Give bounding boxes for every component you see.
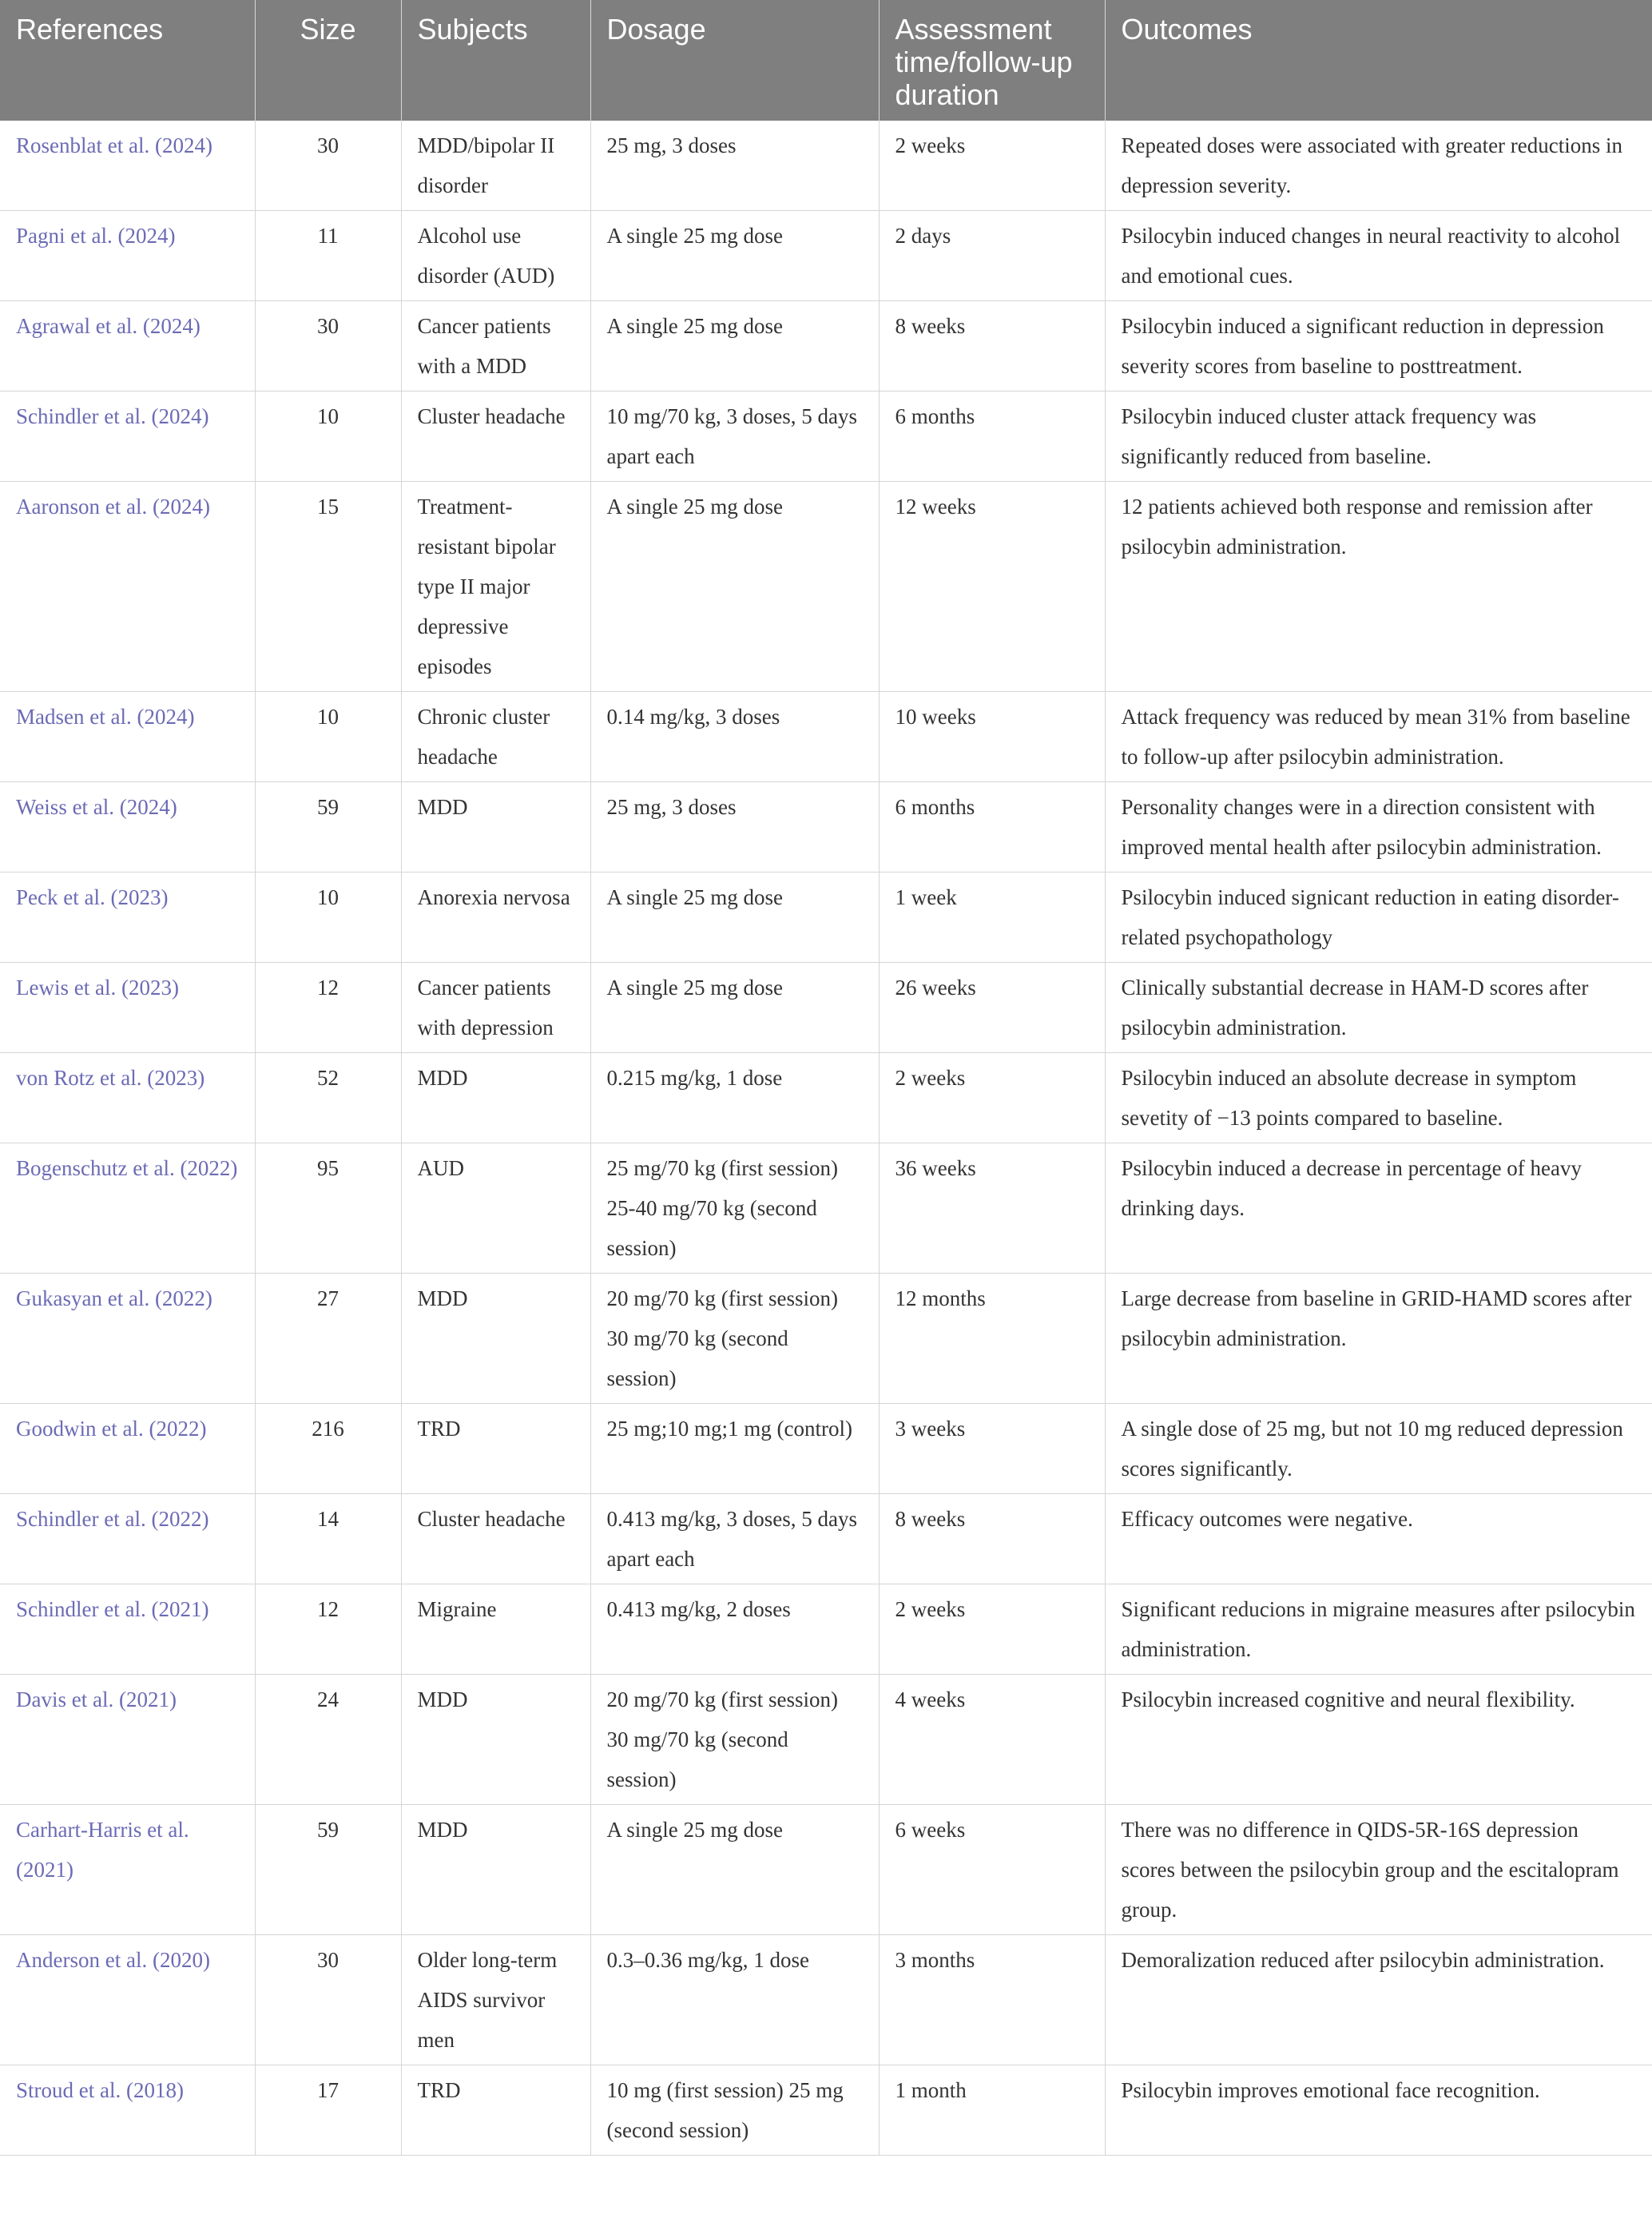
assessment-time-cell: 1 week <box>879 873 1105 963</box>
assessment-time-cell: 1 month <box>879 2065 1105 2156</box>
reference-link[interactable]: Aaronson et al. (2024) <box>0 482 255 692</box>
sample-size: 12 <box>255 1584 401 1675</box>
dosage-cell: 25 mg/70 kg (first session) 25-40 mg/70 kg (second session) <box>590 1143 879 1274</box>
outcomes-cell: Psilocybin induced an absolute decrease in symptom sevetity of −13 points compared to baseline. <box>1105 1053 1652 1143</box>
assessment-time-cell: 6 months <box>879 392 1105 482</box>
outcomes-cell: Psilocybin induced a significant reduction in depression severity scores from baseline to posttreatment. <box>1105 301 1652 392</box>
assessment-time-cell: 2 weeks <box>879 1584 1105 1675</box>
reference-link[interactable]: Bogenschutz et al. (2022) <box>0 1143 255 1274</box>
outcomes-cell: Efficacy outcomes were negative. <box>1105 1494 1652 1584</box>
reference-link[interactable]: Peck et al. (2023) <box>0 873 255 963</box>
subjects-cell: Alcohol use disorder (AUD) <box>401 211 590 301</box>
assessment-time-cell: 6 months <box>879 782 1105 873</box>
header-subjects: Subjects <box>401 0 590 121</box>
sample-size: 10 <box>255 392 401 482</box>
subjects-cell: Treatment-resistant bipolar type II major depressive episodes <box>401 482 590 692</box>
sample-size: 12 <box>255 963 401 1053</box>
dosage-cell: 25 mg, 3 doses <box>590 121 879 211</box>
table-body <box>0 121 1652 2156</box>
assessment-time-cell: 4 weeks <box>879 1675 1105 1805</box>
header-row <box>0 0 1652 121</box>
reference-link[interactable]: Stroud et al. (2018) <box>0 2065 255 2156</box>
sample-size: 95 <box>255 1143 401 1274</box>
reference-link[interactable]: Schindler et al. (2021) <box>0 1584 255 1675</box>
outcomes-cell: 12 patients achieved both response and remission after psilocybin administration. <box>1105 482 1652 692</box>
dosage-cell: 25 mg;10 mg;1 mg (control) <box>590 1404 879 1494</box>
table-row <box>0 1935 1652 2065</box>
sample-size: 10 <box>255 692 401 782</box>
reference-link[interactable]: Goodwin et al. (2022) <box>0 1404 255 1494</box>
outcomes-cell: Significant reducions in migraine measures after psilocybin administration. <box>1105 1584 1652 1675</box>
subjects-cell: MDD <box>401 1805 590 1935</box>
sample-size: 11 <box>255 211 401 301</box>
table-row <box>0 482 1652 692</box>
table-row <box>0 301 1652 392</box>
subjects-cell: Cluster headache <box>401 1494 590 1584</box>
dosage-cell: A single 25 mg dose <box>590 301 879 392</box>
outcomes-cell: Psilocybin increased cognitive and neural flexibility. <box>1105 1675 1652 1805</box>
dosage-cell: A single 25 mg dose <box>590 1805 879 1935</box>
table-row <box>0 1675 1652 1805</box>
dosage-cell: A single 25 mg dose <box>590 211 879 301</box>
table-row <box>0 1053 1652 1143</box>
assessment-time-cell: 2 weeks <box>879 1053 1105 1143</box>
dosage-cell: 0.413 mg/kg, 3 doses, 5 days apart each <box>590 1494 879 1584</box>
sample-size: 10 <box>255 873 401 963</box>
table-row <box>0 1584 1652 1675</box>
assessment-time-cell: 3 weeks <box>879 1404 1105 1494</box>
dosage-cell: 20 mg/70 kg (first session) 30 mg/70 kg (second session) <box>590 1675 879 1805</box>
subjects-cell: Migraine <box>401 1584 590 1675</box>
dosage-cell: A single 25 mg dose <box>590 873 879 963</box>
subjects-cell: Anorexia nervosa <box>401 873 590 963</box>
reference-link[interactable]: Lewis et al. (2023) <box>0 963 255 1053</box>
outcomes-cell: Attack frequency was reduced by mean 31% from baseline to follow-up after psilocybin administration. <box>1105 692 1652 782</box>
reference-link[interactable]: Agrawal et al. (2024) <box>0 301 255 392</box>
dosage-cell: 10 mg/70 kg, 3 doses, 5 days apart each <box>590 392 879 482</box>
reference-link[interactable]: Gukasyan et al. (2022) <box>0 1274 255 1404</box>
dosage-cell: A single 25 mg dose <box>590 482 879 692</box>
dosage-cell: A single 25 mg dose <box>590 963 879 1053</box>
subjects-cell: MDD <box>401 1675 590 1805</box>
sample-size: 17 <box>255 2065 401 2156</box>
header-outcomes: Outcomes <box>1105 0 1652 121</box>
outcomes-cell: Psilocybin induced cluster attack frequency was significantly reduced from baseline. <box>1105 392 1652 482</box>
dosage-cell: 0.14 mg/kg, 3 doses <box>590 692 879 782</box>
table-row <box>0 1805 1652 1935</box>
sample-size: 52 <box>255 1053 401 1143</box>
outcomes-cell: There was no difference in QIDS-5R-16S depression scores between the psilocybin group and the escitalopram group. <box>1105 1805 1652 1935</box>
outcomes-cell: Demoralization reduced after psilocybin administration. <box>1105 1935 1652 2065</box>
subjects-cell: AUD <box>401 1143 590 1274</box>
reference-link[interactable]: Rosenblat et al. (2024) <box>0 121 255 211</box>
sample-size: 59 <box>255 1805 401 1935</box>
reference-link[interactable]: Pagni et al. (2024) <box>0 211 255 301</box>
reference-link[interactable]: Weiss et al. (2024) <box>0 782 255 873</box>
sample-size: 14 <box>255 1494 401 1584</box>
table-row <box>0 1143 1652 1274</box>
outcomes-cell: Psilocybin induced a decrease in percentage of heavy drinking days. <box>1105 1143 1652 1274</box>
dosage-cell: 25 mg, 3 doses <box>590 782 879 873</box>
sample-size: 15 <box>255 482 401 692</box>
sample-size: 30 <box>255 301 401 392</box>
assessment-time-cell: 2 days <box>879 211 1105 301</box>
sample-size: 24 <box>255 1675 401 1805</box>
outcomes-cell: Clinically substantial decrease in HAM-D scores after psilocybin administration. <box>1105 963 1652 1053</box>
sample-size: 30 <box>255 1935 401 2065</box>
subjects-cell: MDD <box>401 782 590 873</box>
subjects-cell: MDD <box>401 1053 590 1143</box>
dosage-cell: 10 mg (first session) 25 mg (second session) <box>590 2065 879 2156</box>
reference-link[interactable]: Schindler et al. (2022) <box>0 1494 255 1584</box>
reference-link[interactable]: Carhart-Harris et al. (2021) <box>0 1805 255 1935</box>
table-row <box>0 1494 1652 1584</box>
header-size: Size <box>255 0 401 121</box>
outcomes-cell: Repeated doses were associated with greater reductions in depression severity. <box>1105 121 1652 211</box>
table-row <box>0 392 1652 482</box>
reference-link[interactable]: von Rotz et al. (2023) <box>0 1053 255 1143</box>
assessment-time-cell: 10 weeks <box>879 692 1105 782</box>
subjects-cell: MDD/bipolar II disorder <box>401 121 590 211</box>
sample-size: 216 <box>255 1404 401 1494</box>
reference-link[interactable]: Madsen et al. (2024) <box>0 692 255 782</box>
reference-link[interactable]: Schindler et al. (2024) <box>0 392 255 482</box>
table-row <box>0 873 1652 963</box>
assessment-time-cell: 8 weeks <box>879 1494 1105 1584</box>
subjects-cell: Cancer patients with a MDD <box>401 301 590 392</box>
assessment-time-cell: 36 weeks <box>879 1143 1105 1274</box>
outcomes-cell: Psilocybin improves emotional face recognition. <box>1105 2065 1652 2156</box>
table-row <box>0 2065 1652 2156</box>
header-assessment-time: Assessment time/follow-up duration <box>879 0 1105 121</box>
table-row <box>0 211 1652 301</box>
table-row <box>0 963 1652 1053</box>
reference-link[interactable]: Davis et al. (2021) <box>0 1675 255 1805</box>
assessment-time-cell: 26 weeks <box>879 963 1105 1053</box>
dosage-cell: 0.215 mg/kg, 1 dose <box>590 1053 879 1143</box>
assessment-time-cell: 12 months <box>879 1274 1105 1404</box>
dosage-cell: 20 mg/70 kg (first session) 30 mg/70 kg (second session) <box>590 1274 879 1404</box>
outcomes-cell: Psilocybin induced changes in neural reactivity to alcohol and emotional cues. <box>1105 211 1652 301</box>
subjects-cell: TRD <box>401 2065 590 2156</box>
header-dosage: Dosage <box>590 0 879 121</box>
outcomes-cell: Personality changes were in a direction consistent with improved mental health after psilocybin administration. <box>1105 782 1652 873</box>
header-references: References <box>0 0 255 121</box>
subjects-cell: Cluster headache <box>401 392 590 482</box>
subjects-cell: Chronic cluster headache <box>401 692 590 782</box>
dosage-cell: 0.413 mg/kg, 2 doses <box>590 1584 879 1675</box>
reference-link[interactable]: Anderson et al. (2020) <box>0 1935 255 2065</box>
subjects-cell: Older long-term AIDS survivor men <box>401 1935 590 2065</box>
assessment-time-cell: 8 weeks <box>879 301 1105 392</box>
subjects-cell: Cancer patients with depression <box>401 963 590 1053</box>
sample-size: 27 <box>255 1274 401 1404</box>
assessment-time-cell: 2 weeks <box>879 121 1105 211</box>
outcomes-cell: A single dose of 25 mg, but not 10 mg reduced depression scores significantly. <box>1105 1404 1652 1494</box>
assessment-time-cell: 12 weeks <box>879 482 1105 692</box>
table-row <box>0 782 1652 873</box>
outcomes-cell: Psilocybin induced signicant reduction in eating disorder-related psychopathology <box>1105 873 1652 963</box>
table-row <box>0 121 1652 211</box>
table-row <box>0 1404 1652 1494</box>
sample-size: 30 <box>255 121 401 211</box>
subjects-cell: MDD <box>401 1274 590 1404</box>
outcomes-cell: Large decrease from baseline in GRID-HAMD scores after psilocybin administration. <box>1105 1274 1652 1404</box>
subjects-cell: TRD <box>401 1404 590 1494</box>
dosage-cell: 0.3–0.36 mg/kg, 1 dose <box>590 1935 879 2065</box>
assessment-time-cell: 3 months <box>879 1935 1105 2065</box>
assessment-time-cell: 6 weeks <box>879 1805 1105 1935</box>
table-row <box>0 692 1652 782</box>
table-row <box>0 1274 1652 1404</box>
sample-size: 59 <box>255 782 401 873</box>
